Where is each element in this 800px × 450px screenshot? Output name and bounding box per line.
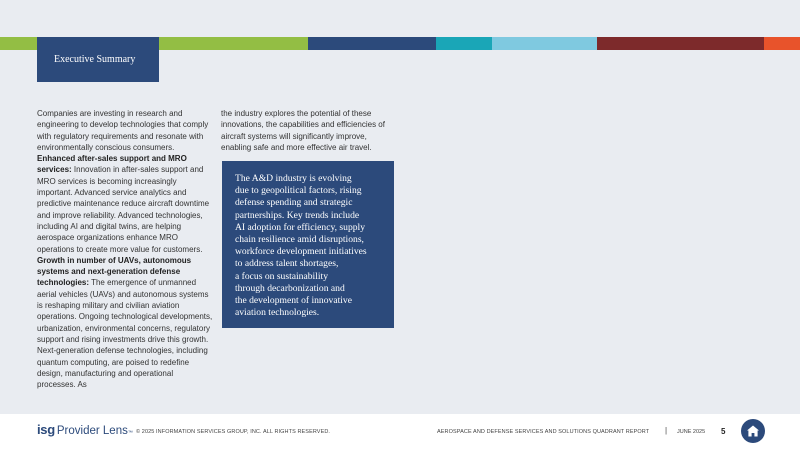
heading-mro: Enhanced after-sales support and MRO services: (37, 154, 187, 175)
footer-separator: | (665, 426, 668, 435)
callout-line: defense spending and strategic (235, 197, 353, 209)
text-column-1 (37, 108, 213, 390)
heading-uav: Growth in number of UAVs, autonomous systems and next-generation defense technologies: (37, 255, 192, 288)
section-tab (37, 37, 159, 82)
home-button[interactable] (741, 419, 765, 443)
stripe-light-blue (492, 37, 597, 50)
text-column-2 (221, 108, 393, 153)
callout-line: the development of innovative (235, 295, 352, 307)
page-number: 5 (721, 427, 726, 436)
body-mro: Innovation in after-sales support and MRO services is becoming increasingly important. Advanced service analytics and predictive maintenance reduce aircraft downtime and improve reliability. Advanced technologies, including AI and digital twins, are helping aerospace organizations enhance MRO operations to create more value for customers. (37, 165, 210, 254)
stripe-teal (436, 37, 492, 50)
callout-line: to address talent shortages, (235, 258, 339, 270)
callout-line: aviation technologies. (235, 307, 320, 319)
isg-provider-lens-logo (37, 422, 133, 440)
section-label: Executive Summary (54, 54, 136, 65)
logo-isg: isg (37, 422, 55, 437)
intro-paragraph: Companies are investing in research and engineering to develop technologies that comply with regulatory requirements and resonate with environmentally conscious consumers. (37, 109, 209, 152)
paragraph-mro (37, 153, 213, 255)
callout-box (222, 161, 394, 328)
report-date: JUNE 2025 (677, 429, 706, 435)
home-icon (746, 424, 760, 438)
logo-trademark: ™ (127, 430, 133, 436)
stripe-navy (308, 37, 436, 50)
copyright-text: © 2025 INFORMATION SERVICES GROUP, INC. ALL RIGHTS RESERVED. (136, 429, 331, 435)
continuation-paragraph: the industry explores the potential of these innovations, the capabilities and efficiencies of aircraft systems will significantly improve, enabling safe and more effective air travel. (221, 109, 385, 152)
callout-line: workforce development initiatives (235, 246, 367, 258)
callout-line: due to geopolitical factors, rising (235, 185, 362, 197)
callout-line: The A&D industry is evolving (235, 173, 352, 184)
footer (0, 414, 800, 450)
body-uav: The emergence of unmanned aerial vehicles (UAVs) and autonomous systems is reshaping military and civilian aviation operations. Ongoing technological developments, urbanization, environmental concerns, regulatory support and rising investments drive this growth. Next-generation defense technologies, including quantum computing, are poised to redefine design, manufacturing and operational processes. As (37, 278, 213, 390)
callout-line: AI adoption for efficiency, supply (235, 221, 366, 233)
paragraph-uav (37, 255, 213, 391)
report-title: AEROSPACE AND DEFENSE SERVICES AND SOLUTIONS QUADRANT REPORT (437, 429, 650, 435)
callout-line: partnerships. Key trends include (235, 209, 360, 221)
callout-line: chain resilience amid disruptions, (235, 234, 364, 246)
callout-line: through decarbonization and (235, 282, 345, 294)
logo-provider-lens: Provider Lens (56, 425, 128, 437)
stripe-orange (764, 37, 800, 50)
stripe-green-2 (159, 37, 308, 50)
stripe-maroon (597, 37, 764, 50)
callout-line: a focus on sustainability (235, 270, 328, 282)
